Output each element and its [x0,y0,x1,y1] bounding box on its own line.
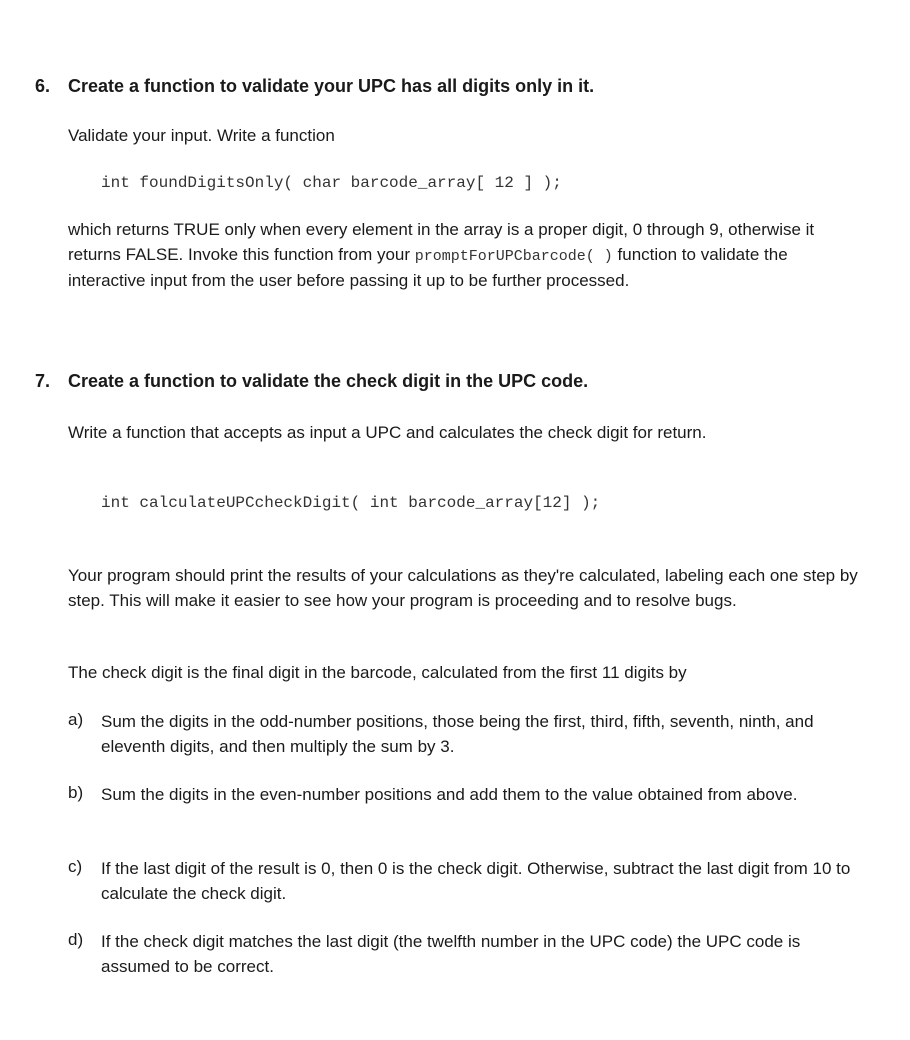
step-d-marker: d) [68,930,84,949]
step-c-marker: c) [68,857,83,876]
step-a-text: Sum the digits in the odd-number positions, those being the first, third, fifth, seventh, ninth, and eleventh digits, and then multiply the sum by 3. [101,712,814,756]
section-7-code: int calculateUPCcheckDigit( int barcode_array[12] ); [101,494,601,512]
section-7-check-intro: The check digit is the final digit in the barcode, calculated from the first 11 digits by [68,663,687,682]
step-b-marker: b) [68,783,84,802]
step-c-text: If the last digit of the result is 0, then 0 is the check digit. Otherwise, subtract the last digit from 10 to calculate the check digit. [101,859,851,903]
section-6-body-code: promptForUPCbarcode( ) [414,247,613,265]
section-7-intro: Write a function that accepts as input a UPC and calculates the check digit for return. [68,423,707,442]
step-a-marker: a) [68,710,84,729]
section-6-title: Create a function to validate your UPC has all digits only in it. [68,76,595,96]
section-7-title: Create a function to validate the check digit in the UPC code. [68,371,589,391]
section-6-body-text-1: which returns TRUE only when every element in the array is a proper digit, 0 through 9, otherwise it returns FALSE. Invoke this function from your [68,220,815,264]
step-b-text: Sum the digits in the even-number positions and add them to the value obtained from above. [101,785,798,804]
section-7-print-note: Your program should print the results of your calculations as they're calculated, labeling each one step by step. This will make it easier to see how your program is proceeding and to resolve bugs. [68,566,858,610]
section-6-body [68,218,858,294]
section-6-body-text-2: function to validate the interactive input from the user before passing it up to be further processed. [68,244,788,290]
section-6-number: 6. [35,76,51,96]
section-6-code: int foundDigitsOnly( char barcode_array[ 12 ] ); [101,174,562,192]
section-7-number: 7. [35,371,51,391]
step-d-text: If the check digit matches the last digit (the twelfth number in the UPC code) the UPC code is assumed to be correct. [101,932,801,976]
section-6-intro: Validate your input. Write a function [68,126,335,145]
